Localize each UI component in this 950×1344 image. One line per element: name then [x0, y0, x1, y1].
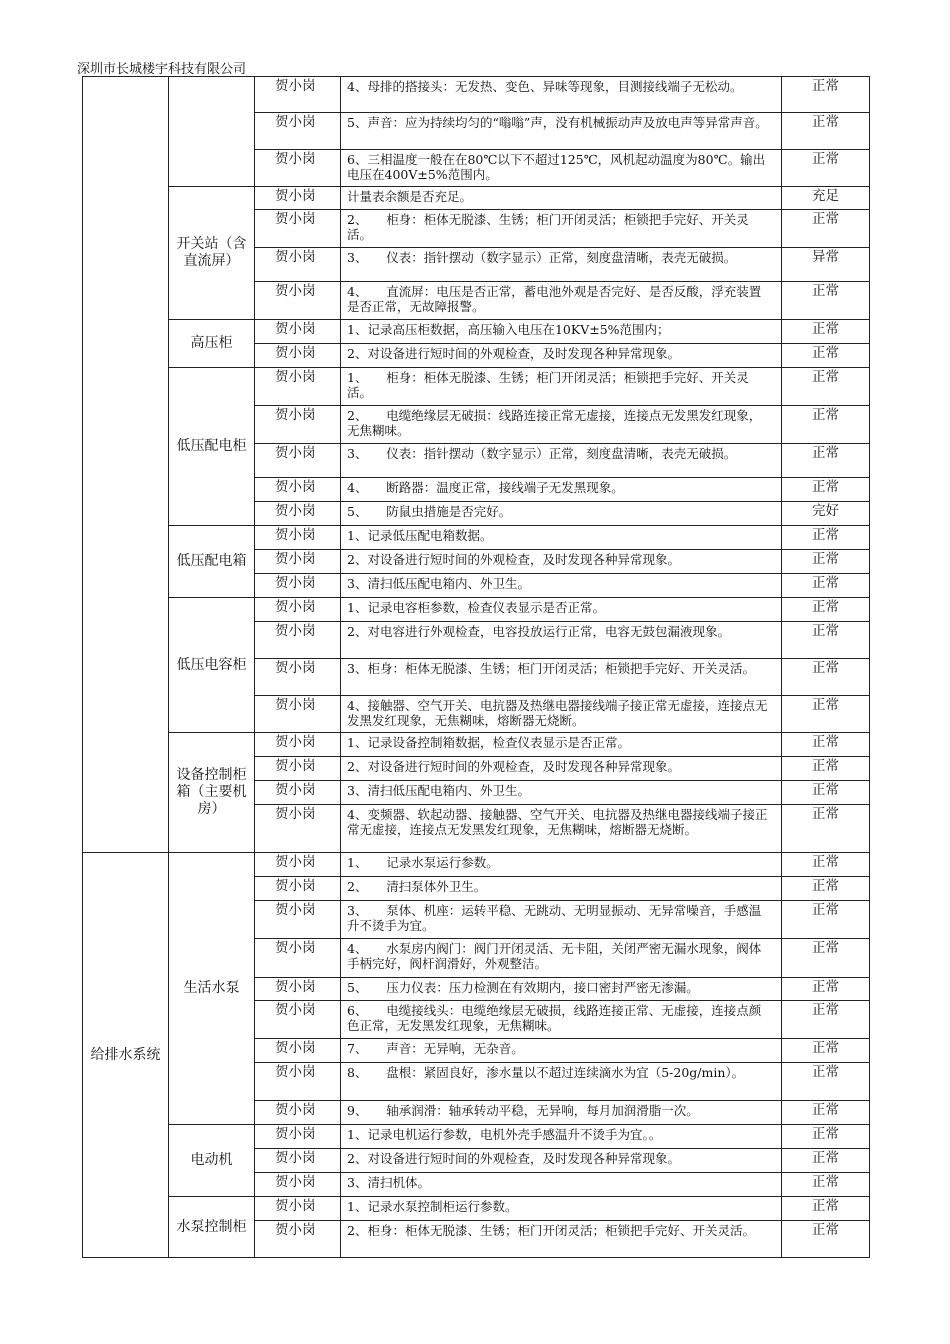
- inspection-content-cell: 3、清扫低压配电箱内、外卫生。: [341, 781, 782, 805]
- inspection-content-cell: 4、母排的搭接头：无发热、变色、异味等现象，目测接线端子无松动。: [341, 77, 782, 113]
- result-cell: 正常: [782, 733, 870, 757]
- inspection-content-cell: 7、 声音：无异响，无杂音。: [341, 1039, 782, 1063]
- result-cell: 正常: [782, 1221, 870, 1258]
- result-cell: 正常: [782, 598, 870, 622]
- table-row: [83, 853, 870, 877]
- inspection-content-cell: 1、 记录水泵运行参数。: [341, 853, 782, 877]
- inspection-content-cell: 2、对设备进行短时间的外观检查，及时发现各种异常现象。: [341, 344, 782, 368]
- inspector-cell: 贺小岗: [255, 210, 341, 248]
- result-cell: 完好: [782, 502, 870, 526]
- inspector-cell: 贺小岗: [255, 733, 341, 757]
- inspection-content-cell: 6、 电缆接线头：电缆绝缘层无破损，线路连接正常、无虚接，连接点颜色正常，无发黑发红现象，无焦糊味。: [341, 1001, 782, 1039]
- company-header: 深圳市长城楼宇科技有限公司: [77, 62, 247, 77]
- equipment-cell: 低压配电柜: [169, 368, 255, 526]
- table-row: [83, 320, 870, 344]
- result-cell: 异常: [782, 248, 870, 282]
- inspector-cell: 贺小岗: [255, 502, 341, 526]
- inspection-content-cell: 1、 柜身：柜体无脱漆、生锈；柜门开闭灵活；柜锁把手完好、开关灵活。: [341, 368, 782, 406]
- table-row: [83, 526, 870, 550]
- inspector-cell: 贺小岗: [255, 77, 341, 113]
- inspection-content-cell: 3、清扫低压配电箱内、外卫生。: [341, 574, 782, 598]
- inspection-content-cell: 3、清扫机体。: [341, 1173, 782, 1197]
- inspector-cell: 贺小岗: [255, 526, 341, 550]
- inspection-content-cell: 2、对设备进行短时间的外观检查，及时发现各种异常现象。: [341, 550, 782, 574]
- result-cell: 正常: [782, 877, 870, 901]
- inspector-cell: 贺小岗: [255, 622, 341, 659]
- result-cell: 正常: [782, 901, 870, 939]
- inspection-content-cell: 2、对设备进行短时间的外观检查，及时发现各种异常现象。: [341, 1149, 782, 1173]
- result-cell: 正常: [782, 478, 870, 502]
- equipment-cell: 设备控制柜箱（主要机房）: [169, 733, 255, 853]
- inspection-content-cell: 4、变频器、软起动器、接触器、空气开关、电抗器及热继电器接线端子接正常无虚接，连接点无发黑发红现象，无焦糊味，熔断器无烧断。: [341, 805, 782, 853]
- inspector-cell: 贺小岗: [255, 877, 341, 901]
- inspection-content-cell: 1、记录设备控制箱数据，检查仪表显示是否正常。: [341, 733, 782, 757]
- result-cell: 正常: [782, 1125, 870, 1149]
- inspection-content-cell: 4、接触器、空气开关、电抗器及热继电器接线端子接正常无虚接，连接点无发黑发红现象，无焦糊味，熔断器无烧断。: [341, 696, 782, 733]
- inspector-cell: 贺小岗: [255, 368, 341, 406]
- inspection-content-cell: 5、声音：应为持续均匀的“嗡嗡”声，没有机械振动声及放电声等异常声音。: [341, 113, 782, 150]
- result-cell: 正常: [782, 526, 870, 550]
- inspection-content-cell: 计量表余额是否充足。: [341, 187, 782, 210]
- inspector-cell: 贺小岗: [255, 282, 341, 320]
- inspector-cell: 贺小岗: [255, 1221, 341, 1258]
- result-cell: 正常: [782, 282, 870, 320]
- inspector-cell: 贺小岗: [255, 939, 341, 978]
- result-cell: 正常: [782, 939, 870, 978]
- inspector-cell: 贺小岗: [255, 1063, 341, 1101]
- table-row: [83, 1197, 870, 1221]
- inspector-cell: 贺小岗: [255, 1149, 341, 1173]
- result-cell: 正常: [782, 622, 870, 659]
- inspection-content-cell: 2、 清扫泵体外卫生。: [341, 877, 782, 901]
- table-row: [83, 77, 870, 113]
- inspector-cell: 贺小岗: [255, 757, 341, 781]
- inspector-cell: 贺小岗: [255, 320, 341, 344]
- result-cell: 正常: [782, 1173, 870, 1197]
- inspection-content-cell: 6、三相温度一般在在80℃以下不超过125℃，风机起动温度为80℃。输出电压在400V±5%范围内。: [341, 150, 782, 187]
- inspector-cell: 贺小岗: [255, 853, 341, 877]
- inspection-content-cell: 1、记录水泵控制柜运行参数。: [341, 1197, 782, 1221]
- inspector-cell: 贺小岗: [255, 113, 341, 150]
- inspector-cell: 贺小岗: [255, 901, 341, 939]
- inspection-content-cell: 3、柜身：柜体无脱漆、生锈；柜门开闭灵活；柜锁把手完好、开关灵活。: [341, 659, 782, 696]
- inspector-cell: 贺小岗: [255, 406, 341, 444]
- inspection-content-cell: 4、 水泵房内阀门：阀门开闭灵活、无卡阻，关闭严密无漏水现象，阀体手柄完好，阀杆润滑好，外观整洁。: [341, 939, 782, 978]
- inspection-content-cell: 1、记录高压柜数据，高压输入电压在10KV±5%范围内；: [341, 320, 782, 344]
- result-cell: 正常: [782, 406, 870, 444]
- result-cell: 正常: [782, 113, 870, 150]
- inspector-cell: 贺小岗: [255, 598, 341, 622]
- inspector-cell: 贺小岗: [255, 978, 341, 1001]
- inspector-cell: 贺小岗: [255, 1197, 341, 1221]
- table-row: [83, 598, 870, 622]
- equipment-cell: 水泵控制柜: [169, 1197, 255, 1258]
- equipment-cell: 高压柜: [169, 320, 255, 368]
- inspector-cell: 贺小岗: [255, 1173, 341, 1197]
- inspector-cell: 贺小岗: [255, 1125, 341, 1149]
- system-cell: [83, 77, 169, 853]
- table-row: [83, 733, 870, 757]
- result-cell: 正常: [782, 696, 870, 733]
- inspection-content-cell: 1、记录电容柜参数，检查仪表显示是否正常。: [341, 598, 782, 622]
- inspection-content-cell: 3、 仪表：指针摆动（数字显示）正常，刻度盘清晰，表壳无破损。: [341, 248, 782, 282]
- inspection-content-cell: 4、 断路器：温度正常，接线端子无发黑现象。: [341, 478, 782, 502]
- result-cell: 正常: [782, 344, 870, 368]
- inspection-content-cell: 1、记录电机运行参数，电机外壳手感温升不烫手为宜。。: [341, 1125, 782, 1149]
- result-cell: 正常: [782, 805, 870, 853]
- result-cell: 正常: [782, 781, 870, 805]
- result-cell: 正常: [782, 77, 870, 113]
- result-cell: 正常: [782, 1197, 870, 1221]
- result-cell: 正常: [782, 659, 870, 696]
- result-cell: 充足: [782, 187, 870, 210]
- result-cell: 正常: [782, 1101, 870, 1125]
- inspection-content-cell: 5、 防鼠虫措施是否完好。: [341, 502, 782, 526]
- table-row: [83, 187, 870, 210]
- inspector-cell: 贺小岗: [255, 344, 341, 368]
- inspector-cell: 贺小岗: [255, 781, 341, 805]
- result-cell: 正常: [782, 320, 870, 344]
- equipment-cell: 低压配电箱: [169, 526, 255, 598]
- result-cell: 正常: [782, 574, 870, 598]
- inspector-cell: 贺小岗: [255, 1101, 341, 1125]
- equipment-cell: 开关站（含直流屏）: [169, 187, 255, 320]
- inspector-cell: 贺小岗: [255, 444, 341, 478]
- inspector-cell: 贺小岗: [255, 478, 341, 502]
- inspection-content-cell: 4、 直流屏：电压是否正常，蓄电池外观是否完好、是否反酸，浮充装置是否正常，无故障报警。: [341, 282, 782, 320]
- inspection-content-cell: 8、 盘根：紧固良好，渗水量以不超过连续滴水为宜（5-20g/min）。: [341, 1063, 782, 1101]
- inspector-cell: 贺小岗: [255, 1001, 341, 1039]
- inspector-cell: 贺小岗: [255, 696, 341, 733]
- system-cell: 给排水系统: [83, 853, 169, 1258]
- inspection-content-cell: 9、 轴承润滑：轴承转动平稳，无异响，每月加润滑脂一次。: [341, 1101, 782, 1125]
- result-cell: 正常: [782, 1001, 870, 1039]
- inspection-content-cell: 3、 泵体、机座：运转平稳、无跳动、无明显振动、无异常噪音，手感温升不烫手为宜。: [341, 901, 782, 939]
- inspector-cell: 贺小岗: [255, 659, 341, 696]
- inspection-content-cell: 1、记录低压配电箱数据。: [341, 526, 782, 550]
- inspection-content-cell: 5、 压力仪表：压力检测在有效期内，接口密封严密无渗漏。: [341, 978, 782, 1001]
- result-cell: 正常: [782, 444, 870, 478]
- equipment-cell: 电动机: [169, 1125, 255, 1197]
- result-cell: 正常: [782, 1149, 870, 1173]
- result-cell: 正常: [782, 978, 870, 1001]
- inspector-cell: 贺小岗: [255, 248, 341, 282]
- inspector-cell: 贺小岗: [255, 1039, 341, 1063]
- equipment-cell: [169, 77, 255, 187]
- result-cell: 正常: [782, 368, 870, 406]
- result-cell: 正常: [782, 1063, 870, 1101]
- result-cell: 正常: [782, 1039, 870, 1063]
- result-cell: 正常: [782, 853, 870, 877]
- inspection-content-cell: 2、对设备进行短时间的外观检查，及时发现各种异常现象。: [341, 757, 782, 781]
- inspector-cell: 贺小岗: [255, 187, 341, 210]
- result-cell: 正常: [782, 150, 870, 187]
- inspector-cell: 贺小岗: [255, 150, 341, 187]
- inspector-cell: 贺小岗: [255, 805, 341, 853]
- inspection-content-cell: 3、 仪表：指针摆动（数字显示）正常，刻度盘清晰，表壳无破损。: [341, 444, 782, 478]
- result-cell: 正常: [782, 210, 870, 248]
- inspector-cell: 贺小岗: [255, 574, 341, 598]
- result-cell: 正常: [782, 550, 870, 574]
- inspection-content-cell: 2、柜身：柜体无脱漆、生锈；柜门开闭灵活；柜锁把手完好、开关灵活。: [341, 1221, 782, 1258]
- table-row: [83, 1125, 870, 1149]
- equipment-cell: 低压电容柜: [169, 598, 255, 733]
- inspection-content-cell: 2、 电缆绝缘层无破损：线路连接正常无虚接，连接点无发黑发红现象，无焦糊味。: [341, 406, 782, 444]
- inspector-cell: 贺小岗: [255, 550, 341, 574]
- inspection-content-cell: 2、 柜身：柜体无脱漆、生锈；柜门开闭灵活；柜锁把手完好、开关灵活。: [341, 210, 782, 248]
- inspection-table: [82, 76, 870, 1258]
- result-cell: 正常: [782, 757, 870, 781]
- inspection-content-cell: 2、对电容进行外观检查，电容投放运行正常，电容无鼓包漏液现象。: [341, 622, 782, 659]
- equipment-cell: 生活水泵: [169, 853, 255, 1125]
- table-row: [83, 368, 870, 406]
